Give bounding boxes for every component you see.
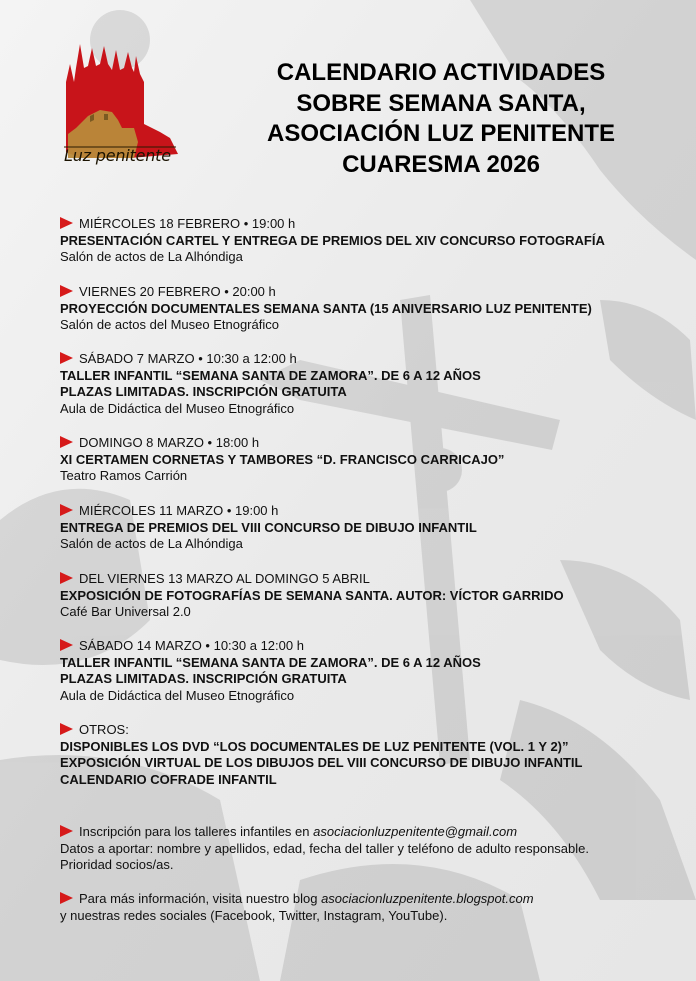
event-item [60,503,660,553]
registration-note [60,824,660,874]
event-title: PLAZAS LIMITADAS. INSCRIPCIÓN GRATUITA [60,384,347,399]
event-location: Salón de actos de La Alhóndiga [60,536,243,551]
play-arrow-icon [60,723,73,735]
event-title: XI CERTAMEN CORNETAS Y TAMBORES “D. FRANCISCO CARRICAJO” [60,451,505,467]
play-arrow-icon [60,825,73,837]
event-date: MIÉRCOLES 18 FEBRERO • 19:00 h [79,216,296,231]
event-location: Aula de Didáctica del Museo Etnográfico [60,400,295,416]
event-location: Café Bar Universal 2.0 [60,604,191,619]
title-line: CUARESMA 2026 [342,150,540,178]
event-title: EXPOSICIÓN VIRTUAL DE LOS DIBUJOS DEL VIII CONCURSO DE DIBUJO INFANTIL [60,755,583,770]
event-date: DEL VIERNES 13 MARZO AL DOMINGO 5 ABRIL [79,571,370,586]
event-location: Teatro Ramos Carrión [60,468,188,483]
event-title: PLAZAS LIMITADAS. INSCRIPCIÓN GRATUITA [60,671,347,686]
play-arrow-icon [60,352,73,364]
event-item [60,722,660,788]
play-arrow-icon [60,217,73,229]
registration-details: Datos a aportar: nombre y apellidos, edad, fecha del taller y teléfono de adulto responsable. [60,840,590,856]
event-date: SÁBADO 7 MARZO • 10:30 a 12:00 h [79,351,297,366]
event-item [60,571,660,621]
event-date: OTROS: [79,722,129,737]
play-arrow-icon [60,436,73,448]
registration-email-link[interactable]: asociacionluzpenitente@gmail.com [313,824,518,839]
title-line: ASOCIACIÓN LUZ PENITENTE [266,120,615,147]
title-line: CALENDARIO ACTIVIDADES [276,59,606,86]
page-title [236,58,646,180]
event-location: Salón de actos del Museo Etnográfico [60,317,279,332]
registration-intro: Inscripción para los talleres infantiles en [79,824,310,839]
event-title: PRESENTACIÓN CARTEL Y ENTREGA DE PREMIOS DEL XIV CONCURSO FOTOGRAFÍA [60,232,605,248]
logo-text: Luz penitente [64,146,171,165]
blog-link[interactable]: asociacionluzpenitente.blogspot.com [321,891,534,906]
play-arrow-icon [60,892,73,904]
social-networks: y nuestras redes sociales (Facebook, Twitter, Instagram, YouTube). [60,907,448,923]
play-arrow-icon [60,504,73,516]
registration-priority: Prioridad socios/as. [60,857,174,872]
event-title: EXPOSICIÓN DE FOTOGRAFÍAS DE SEMANA SANTA. AUTOR: VÍCTOR GARRIDO [60,587,564,603]
event-title: DISPONIBLES LOS DVD “LOS DOCUMENTALES DE LUZ PENITENTE (VOL. 1 Y 2)” [60,738,569,754]
event-date: VIERNES 20 FEBRERO • 20:00 h [79,284,276,299]
play-arrow-icon [60,285,73,297]
event-item [60,638,660,704]
event-title: ENTREGA DE PREMIOS DEL VIII CONCURSO DE DIBUJO INFANTIL [60,519,477,535]
event-item [60,351,660,417]
event-title: PROYECCIÓN DOCUMENTALES SEMANA SANTA (15 ANIVERSARIO LUZ PENITENTE) [60,300,592,316]
info-intro: Para más información, visita nuestro blog [79,891,318,906]
play-arrow-icon [60,572,73,584]
event-title: CALENDARIO COFRADE INFANTIL [60,771,277,787]
play-arrow-icon [60,639,73,651]
event-location: Salón de actos de La Alhóndiga [60,249,243,264]
info-note [60,891,660,924]
event-date: MIÉRCOLES 11 MARZO • 19:00 h [79,503,279,518]
event-item [60,284,660,334]
event-title: TALLER INFANTIL “SEMANA SANTA DE ZAMORA”. DE 6 A 12 AÑOS [60,654,481,670]
event-date: DOMINGO 8 MARZO • 18:00 h [79,435,260,450]
event-date: SÁBADO 14 MARZO • 10:30 a 12:00 h [79,638,304,653]
event-title: TALLER INFANTIL “SEMANA SANTA DE ZAMORA”. DE 6 A 12 AÑOS [60,367,481,383]
title-line: SOBRE SEMANA SANTA, [296,89,586,117]
event-location: Aula de Didáctica del Museo Etnográfico [60,687,295,703]
event-item [60,435,660,485]
event-item [60,216,660,266]
